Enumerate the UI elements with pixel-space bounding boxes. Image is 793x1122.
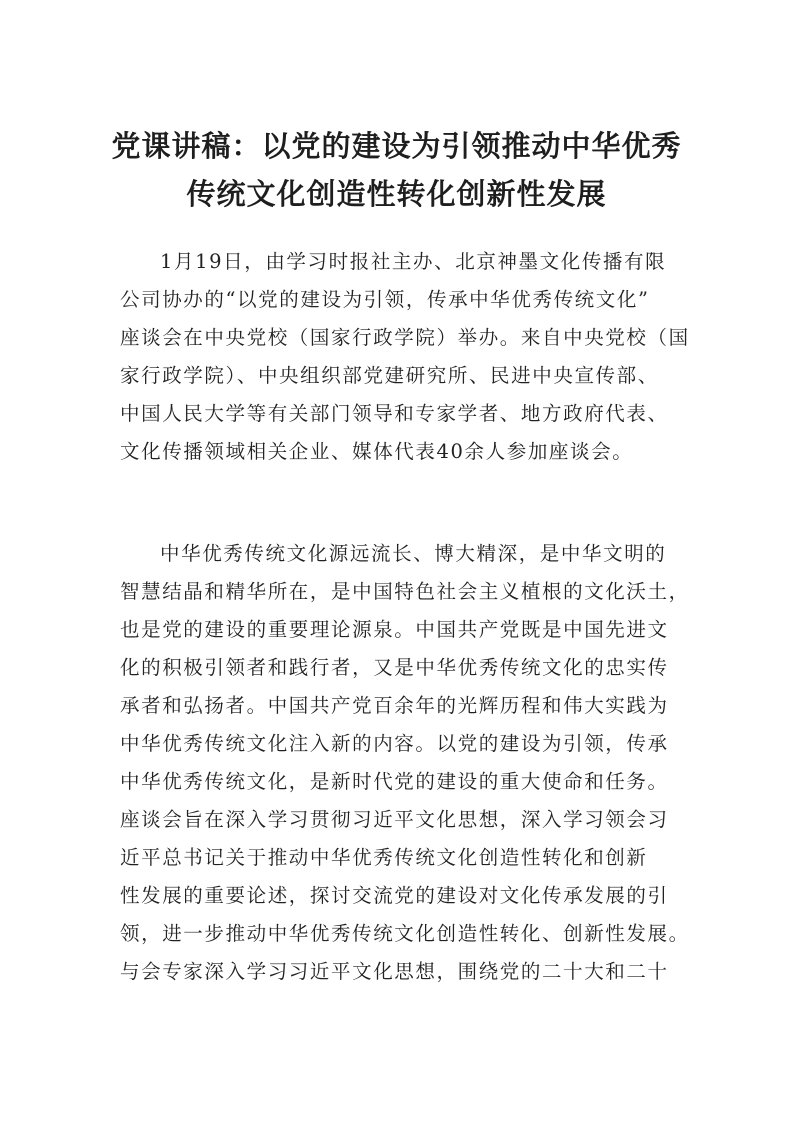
document-title [100,122,693,218]
paragraph-line: 承者和弘扬者。中国共产党百余年的光辉历程和伟大实践为 [120,694,669,717]
paragraph-line: 近平总书记关于推动中华优秀传统文化创造性转化和创新 [120,846,648,869]
paragraph-line: 领，进一步推动中华优秀传统文化创造性转化、创新性发展。 [120,922,690,945]
paragraph-line: 公司协办的“以党的建设为引领，传承中华优秀传统文化” [120,288,650,311]
paragraph-line: 与会专家深入学习习近平文化思想，围绕党的二十大和二十 [120,960,669,983]
paragraph-line: 中华优秀传统文化，是新时代党的建设的重大使命和任务。 [120,770,669,793]
paragraph-line: 1月19日，由学习时报社主办、北京神墨文化传播有限 [160,250,667,273]
title-line-2: 传统文化创造性转化创新性发展 [186,177,607,211]
title-line-1: 党课讲稿：以党的建设为引领推动中华优秀 [111,129,682,163]
paragraph-line: 中华优秀传统文化注入新的内容。以党的建设为引领，传承 [120,732,669,755]
paragraph-line: 化的积极引领者和践行者，又是中华优秀传统文化的忠实传 [120,656,669,679]
paragraph-line: 智慧结晶和精华所在，是中国特色社会主义植根的文化沃土， [120,580,690,603]
paragraph-line: 中华优秀传统文化源远流长、博大精深，是中华文明的 [160,542,667,565]
paragraph-line: 文化传播领域相关企业、媒体代表40余人参加座谈会。 [120,440,634,463]
paragraph-line: 中国人民大学等有关部门领导和专家学者、地方政府代表、 [120,402,669,425]
paragraph-line: 家行政学院）、中央组织部党建研究所、民进中央宣传部、 [120,364,659,387]
paragraph-line: 也是党的建设的重要理论源泉。中国共产党既是中国先进文 [120,618,669,641]
paragraph-line: 座谈会旨在深入学习贯彻习近平文化思想，深入学习领会习 [120,808,669,831]
paragraph-line: 座谈会在中央党校（国家行政学院）举办。来自中央党校（国 [120,326,690,349]
paragraph-line: 性发展的重要论述，探讨交流党的建设对文化传承发展的引 [120,884,669,907]
